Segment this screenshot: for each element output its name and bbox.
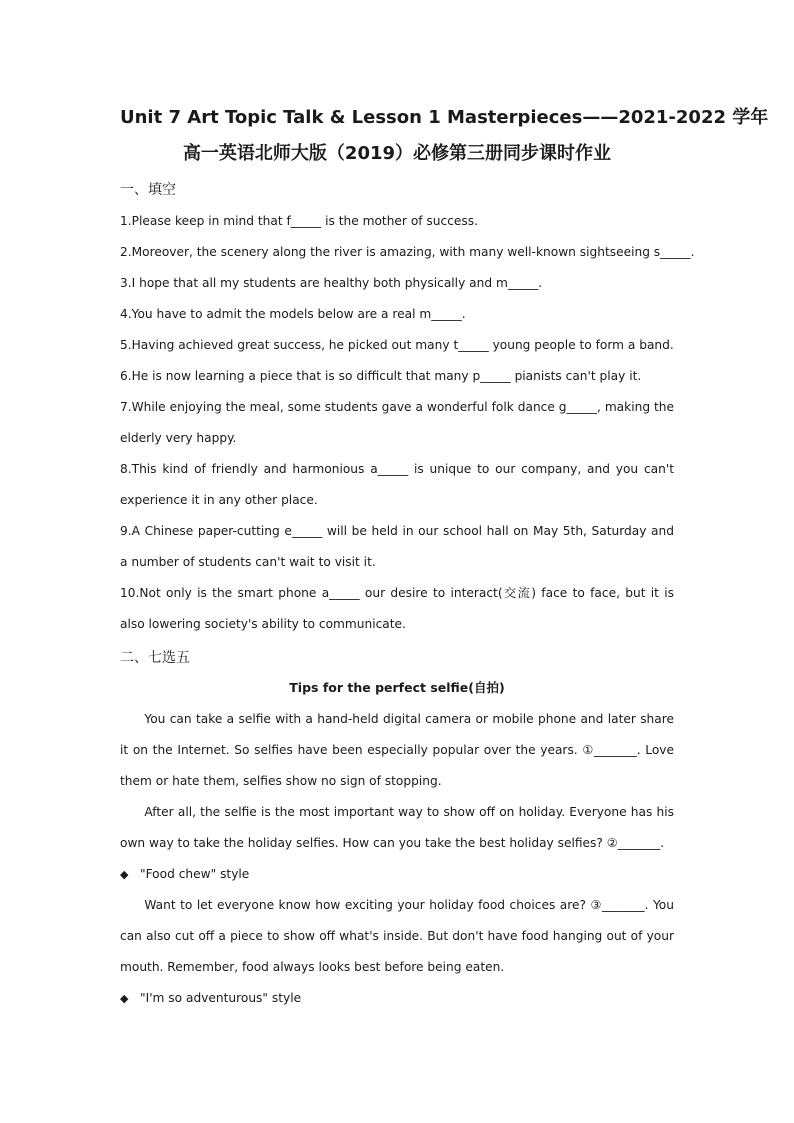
document-page <box>120 100 769 1014</box>
question-7: 7.While enjoying the meal, some students gave a wonderful folk dance g_____, making the elderly very happy. <box>120 400 674 445</box>
passage-bullet-food-chew <box>120 859 674 890</box>
bullet-label: "Food chew" style <box>140 867 250 881</box>
question-8: 8.This kind of friendly and harmonious a_____ is unique to our company, and you can't experience it in any other place. <box>120 462 674 507</box>
question-6: 6.He is now learning a piece that is so difficult that many p_____ pianists can't play it. <box>120 369 642 383</box>
passage-paragraph-2: After all, the selfie is the most important way to show off on holiday. Everyone has his own way to take the holiday selfies. How can you take the best holiday selfies? ②_______. <box>120 805 674 850</box>
question-5: 5.Having achieved great success, he picked out many t_____ young people to form a band. <box>120 338 674 352</box>
question-4: 4.You have to admit the models below are a real m_____. <box>120 307 466 321</box>
document-title-line1: Unit 7 Art Topic Talk & Lesson 1 Masterpieces——2021-2022 学年 <box>120 107 769 128</box>
document-title-line2: 高一英语北师大版（2019）必修第三册同步课时作业 <box>182 143 612 164</box>
passage-bullet-adventurous <box>120 983 674 1014</box>
section-heading-fill-in: 一、填空 <box>120 182 176 198</box>
bullet-label: "I'm so adventurous" style <box>140 991 302 1005</box>
diamond-bullet-icon: ◆ <box>120 992 129 1005</box>
passage-paragraph-3: Want to let everyone know how exciting your holiday food choices are? ③_______. You can also cut off a piece to show off what's inside. But don't have food hanging out of your mouth. Remember, food always looks best before being eaten. <box>120 898 674 974</box>
question-3: 3.I hope that all my students are healthy both physically and m_____. <box>120 276 543 290</box>
passage-title: Tips for the perfect selfie(自拍) <box>289 680 505 695</box>
question-2: 2.Moreover, the scenery along the river is amazing, with many well-known sightseeing s_____. <box>120 245 695 259</box>
section-heading-seven-choose-five: 二、七选五 <box>120 650 190 666</box>
question-9: 9.A Chinese paper-cutting e_____ will be held in our school hall on May 5th, Saturday and a number of students can't wait to visit it. <box>120 524 674 569</box>
passage-paragraph-1: You can take a selfie with a hand-held digital camera or mobile phone and later share it on the Internet. So selfies have been especially popular over the years. ①_______. Love them or hate them, selfies show no sign of stopping. <box>120 712 674 788</box>
question-10: 10.Not only is the smart phone a_____ our desire to interact(交流) face to face, but it is also lowering society's ability to communicate. <box>120 586 674 631</box>
question-1: 1.Please keep in mind that f_____ is the mother of success. <box>120 214 478 228</box>
diamond-bullet-icon: ◆ <box>120 868 129 881</box>
